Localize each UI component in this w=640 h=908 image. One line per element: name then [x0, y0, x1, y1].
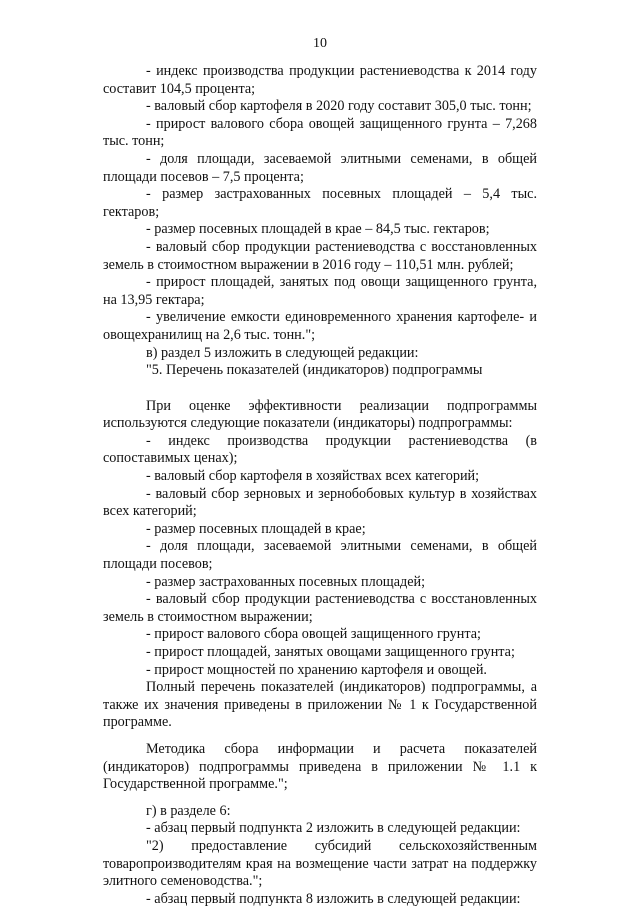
- paragraph-sown-area: - размер посевных площадей в крае – 84,5 тыс. гектаров;: [146, 221, 490, 238]
- paragraph-indicators-intro: При оценке эффективности реализации подпрограммы используются следующие показатели (индикаторы) подпрограммы:: [103, 397, 537, 432]
- paragraph-indicator-restored-land-output: - валовый сбор продукции растениеводства с восстановленных земель в стоимостном выражении;: [103, 591, 537, 625]
- paragraph-methodology-reference: Методика сбора информации и расчета показателей (индикаторов) подпрограммы приведена в приложении № 1.1 к Государственной программе.";: [103, 740, 537, 793]
- paragraph-indicator-production-index: - индекс производства продукции растениеводства (в сопоставимых ценах);: [103, 432, 537, 467]
- paragraph-indicator-greenhouse-area: - прирост площадей, занятых овощами защищенного грунта;: [146, 644, 515, 660]
- paragraph-indicator-elite-seed-share: - доля площади, засеваемой элитными семенами, в общей площади посевов;: [103, 538, 537, 573]
- paragraph-production-index-2014: - индекс производства продукции растениеводства к 2014 году составит 104,5 процента;: [103, 63, 537, 97]
- paragraph-indicator-sown-area: - размер посевных площадей в крае;: [146, 520, 366, 537]
- paragraph-greenhouse-area-growth: - прирост площадей, занятых под овощи защищенного грунта, на 13,95 гектара;: [103, 274, 537, 308]
- section-heading-indicators: "5. Перечень показателей (индикаторов) подпрограммы: [146, 362, 483, 379]
- paragraph-elite-seed-area-share: - доля площади, засеваемой элитными семенами, в общей площади посевов – 7,5 процента;: [103, 150, 537, 185]
- paragraph-subclause-8-instruction: - абзац первый подпункта 8 изложить в следующей редакции:: [146, 890, 521, 907]
- paragraph-indicator-greenhouse-harvest: - прирост валового сбора овощей защищенного грунта;: [146, 626, 481, 643]
- paragraph-indicator-potato-harvest: - валовый сбор картофеля в хозяйствах всех категорий;: [146, 468, 480, 485]
- paragraph-section-5-instruction: в) раздел 5 изложить в следующей редакции:: [146, 344, 419, 361]
- paragraph-subclause-2-text: "2) предоставление субсидий сельскохозяйственным товаропроизводителям края на возмещение части затрат на поддержку элитного семеноводства.";: [103, 837, 537, 890]
- paragraph-indicator-grain-harvest: - валовый сбор зерновых и зернобобовых культур в хозяйствах всех категорий;: [103, 485, 537, 520]
- paragraph-subclause-2-instruction: - абзац первый подпункта 2 изложить в следующей редакции:: [146, 820, 521, 837]
- paragraph-indicator-storage-capacity: - прирост мощностей по хранению картофеля и овощей.: [146, 661, 487, 678]
- paragraph-insured-area: - размер застрахованных посевных площадей – 5,4 тыс. гектаров;: [103, 186, 537, 220]
- page-number: 10: [313, 36, 327, 51]
- paragraph-greenhouse-vegetables-growth: - прирост валового сбора овощей защищенного грунта – 7,268 тыс. тонн;: [103, 115, 537, 150]
- paragraph-restored-land-output: - валовый сбор продукции растениеводства с восстановленных земель в стоимостном выражении в 2016 году – 110,51 млн. рублей;: [103, 238, 537, 273]
- paragraph-section-6-heading: г) в разделе 6:: [146, 802, 231, 819]
- paragraph-indicator-list-reference: Полный перечень показателей (индикаторов) подпрограммы, а также их значения приведены в приложении № 1 к Государственной программе.: [103, 679, 537, 731]
- paragraph-potato-harvest-2020: - валовый сбор картофеля в 2020 году составит 305,0 тыс. тонн;: [146, 98, 532, 115]
- paragraph-storage-capacity-growth: - увеличение емкости единовременного хранения картофеле- и овощехранилищ на 2,6 тыс. тонн.";: [103, 309, 537, 343]
- paragraph-indicator-insured-area: - размер застрахованных посевных площадей;: [146, 573, 426, 590]
- document-body: [103, 63, 537, 908]
